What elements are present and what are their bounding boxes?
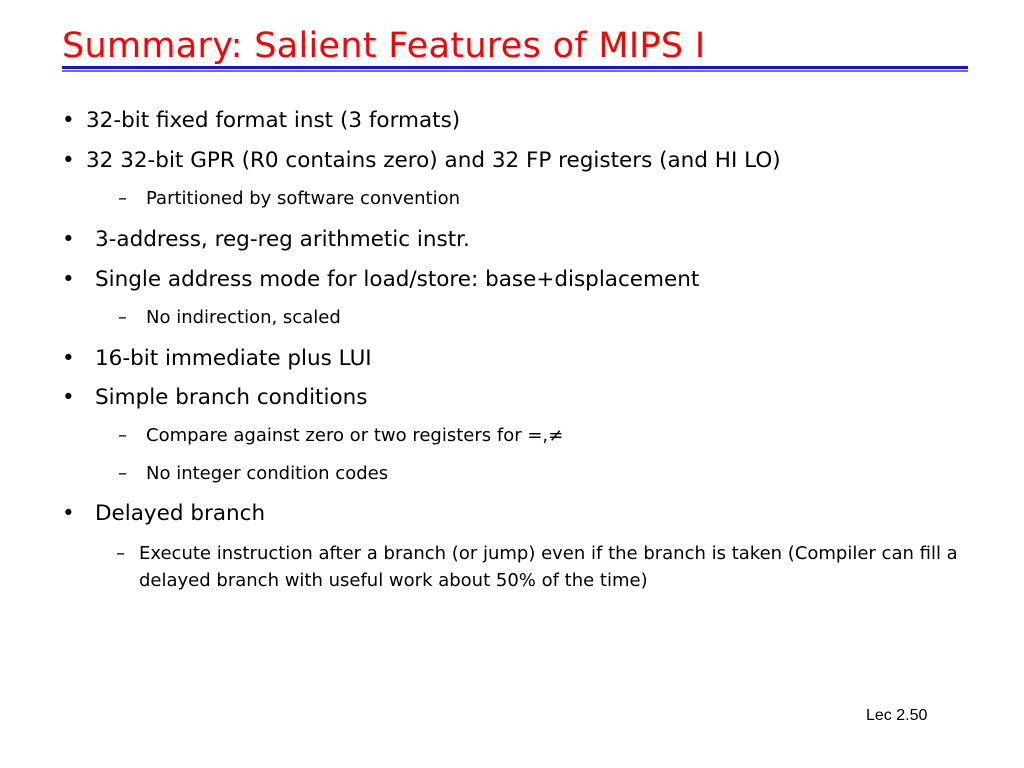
bullet-marker: • bbox=[62, 148, 75, 173]
bullet-text: Simple branch conditions bbox=[95, 385, 368, 410]
title-underline-secondary bbox=[62, 70, 968, 72]
bullet-marker: • bbox=[62, 267, 75, 292]
bullet-text: Single address mode for load/store: base+displacement bbox=[95, 267, 700, 292]
slide-number: Lec 2.50 bbox=[866, 707, 928, 724]
dash-marker: – bbox=[118, 425, 127, 446]
bullet-marker: • bbox=[62, 385, 75, 410]
bullet-text: Delayed branch bbox=[95, 501, 266, 526]
sub-bullet-text: Partitioned by software convention bbox=[146, 188, 460, 209]
sub-bullet-text: Execute instruction after a branch (or jump) even if the branch is taken (Compiler can fill a delayed branch with useful work about 50% of the time) bbox=[139, 543, 958, 591]
bullet-marker: • bbox=[62, 501, 75, 526]
sub-bullet-text: Compare against zero or two registers for =,≠ bbox=[146, 425, 564, 446]
dash-marker: – bbox=[118, 307, 127, 328]
sub-bullet-text: No indirection, scaled bbox=[146, 307, 341, 328]
bullet-text: 32-bit fixed format inst (3 formats) bbox=[86, 108, 461, 133]
dash-marker: – bbox=[118, 188, 127, 209]
dash-marker: – bbox=[116, 543, 125, 564]
bullet-text: 3-address, reg-reg arithmetic instr. bbox=[95, 227, 470, 252]
bullet-marker: • bbox=[62, 227, 75, 252]
title-underline-primary bbox=[62, 66, 968, 69]
bullet-text: 32 32-bit GPR (R0 contains zero) and 32 FP registers (and HI LO) bbox=[86, 148, 781, 173]
title-underline bbox=[62, 66, 968, 72]
sub-bullet-text: No integer condition codes bbox=[146, 463, 389, 484]
bullet-marker: • bbox=[62, 108, 75, 133]
slide-title: Summary: Salient Features of MIPS I bbox=[62, 26, 706, 66]
dash-marker: – bbox=[118, 463, 127, 484]
bullet-text: 16-bit immediate plus LUI bbox=[95, 346, 372, 371]
sub-bullet-item bbox=[116, 540, 976, 594]
bullet-marker: • bbox=[62, 346, 75, 371]
